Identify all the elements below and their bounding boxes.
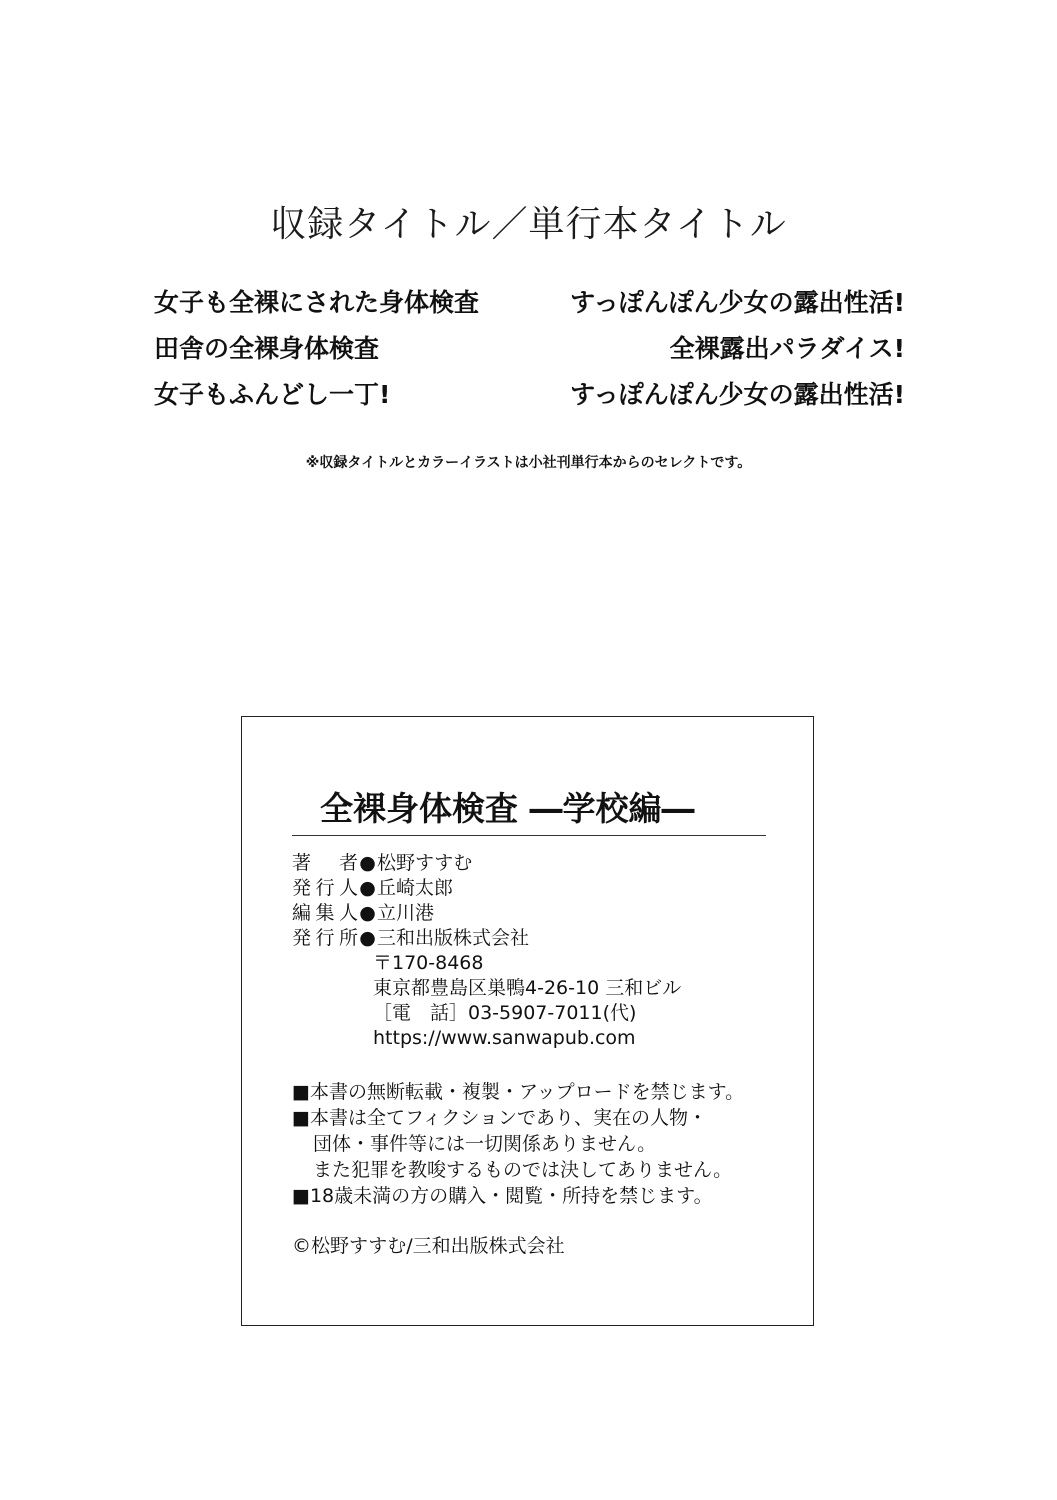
credit-value: 立川港 <box>377 902 435 924</box>
title-left-1: 女子も全裸にされた身体検査 <box>154 288 480 317</box>
bullet-icon: ● <box>359 927 376 949</box>
legal-notices <box>292 1079 744 1209</box>
credit-value: 松野すすむ <box>377 852 473 874</box>
bullet-icon: ● <box>359 877 376 899</box>
title-right-2: 全裸露出パラダイス! <box>669 334 905 363</box>
colophon-box <box>241 716 814 1326</box>
credit-publisher <box>292 926 681 951</box>
credit-value: 丘崎太郎 <box>377 877 454 899</box>
credit-label: 編集人 <box>292 902 358 924</box>
notice-line: ■本書の無断転載・複製・アップロードを禁じます。 <box>292 1081 745 1103</box>
title-divider <box>292 835 766 836</box>
credit-publisher-person <box>292 876 681 901</box>
bullet-icon: ● <box>359 902 376 924</box>
notice-line: 団体・事件等には一切関係ありません。 <box>313 1133 657 1155</box>
title-left-2: 田舎の全裸身体検査 <box>154 334 380 363</box>
postal-code: 〒170-8468 <box>373 952 484 974</box>
notice-line: ■本書は全てフィクションであり、実在の人物・ <box>292 1107 708 1129</box>
credit-label: 発行人 <box>292 877 358 899</box>
title-right-1: すっぽんぽん少女の露出性活! <box>570 288 905 317</box>
phone: ［電 話］03-5907-7011(代) <box>373 1002 637 1024</box>
notice-line: ■18歳未満の方の購入・閲覧・所持を禁じます。 <box>292 1185 713 1207</box>
title-left-3: 女子もふんどし一丁! <box>154 380 391 409</box>
website-url: https://www.sanwapub.com <box>373 1027 636 1049</box>
collection-heading: 収録タイトル／単行本タイトル <box>270 204 787 245</box>
credit-value: 三和出版株式会社 <box>377 927 530 949</box>
credit-author <box>292 851 681 876</box>
credit-label: 発行所 <box>292 927 358 949</box>
address: 東京都豊島区巣鴨4-26-10 三和ビル <box>373 977 682 999</box>
bullet-icon: ● <box>359 852 376 874</box>
selection-note: ※収録タイトルとカラーイラストは小社刊単行本からのセレクトです。 <box>305 455 752 471</box>
book-title: 全裸身体検査 ―学校編― <box>320 789 695 828</box>
credit-label: 著 者 <box>292 852 358 874</box>
title-right-3: すっぽんぽん少女の露出性活! <box>570 380 905 409</box>
credit-editor <box>292 901 681 926</box>
notice-line: また犯罪を教唆するものでは決してありません。 <box>313 1159 733 1181</box>
credits-block <box>292 851 681 1051</box>
copyright: ©松野すすむ/三和出版株式会社 <box>292 1235 565 1257</box>
